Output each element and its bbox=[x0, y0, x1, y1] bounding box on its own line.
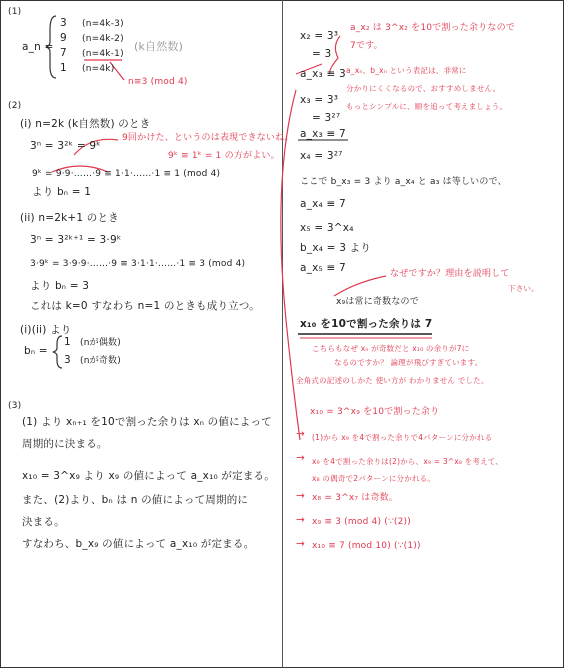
rc-line: x₃ = 3³ bbox=[300, 94, 339, 106]
q2-number: (2) bbox=[8, 101, 22, 111]
rc-line: x₄ = 3²⁷ bbox=[300, 150, 343, 162]
red-lead: こちらもなぜ xₙ が奇数だと x₁₀ の余りが7に bbox=[312, 344, 470, 353]
q1-k-note: (k自然数) bbox=[134, 40, 184, 53]
q1-case-cond: (n=4k-2) bbox=[82, 34, 124, 44]
red-arrow-glyph: → bbox=[296, 538, 305, 550]
red-solution: x₁₀ ≡ 7 (mod 10) (∵(1)) bbox=[312, 541, 421, 551]
q3-number: (3) bbox=[8, 401, 22, 411]
q3-line5: 決まる。 bbox=[22, 516, 65, 528]
red-comment-top: 分かりにくくなるので、おすすめしません。 bbox=[346, 84, 501, 93]
rc-line: a_x₃ ≡ 7 bbox=[300, 128, 346, 140]
q1-case-val: 1 bbox=[60, 62, 67, 74]
q2-red-comment2: 9ᵏ ≡ 1ᵏ = 1 の方がよい。 bbox=[168, 151, 280, 161]
rc-line: = 3²⁷ bbox=[312, 112, 341, 124]
q2-bn-case-cond: (nが偶数) bbox=[80, 338, 121, 348]
q1-number: (1) bbox=[8, 7, 22, 17]
red-solution: (1)から x₉ を4で割った余りで4パターンに分かれる bbox=[312, 433, 493, 442]
key-line: x₁₀ を10で割った余りは 7 bbox=[300, 318, 433, 330]
red-body: 全角式の記述のしかた 使い方が わかりません でした。 bbox=[296, 376, 489, 385]
red-comment-top: a_x₂ は 3^x₂ を10で割った余りなので bbox=[350, 23, 515, 33]
rc-line: a_x₃ ≡ 3 bbox=[300, 68, 346, 80]
red-why-2: 下さい。 bbox=[508, 284, 539, 293]
red-arrow-why bbox=[334, 276, 386, 296]
q2-i-line2: 9ᵏ = 9·9·……·9 ≡ 1·1·……·1 ≡ 1 (mod 4) bbox=[32, 169, 221, 179]
q2-i-head: (i) n=2k (k自然数) のとき bbox=[20, 118, 151, 130]
q1-case-val: 3 bbox=[60, 17, 67, 29]
red-comment-top: a_xₙ、b_xₙ という表記は、非常に bbox=[346, 66, 467, 75]
q3-line3: x₁₀ = 3^x₉ より x₉ の値によって a_x₁₀ が定まる。 bbox=[22, 470, 275, 482]
red-solution: x₉ ≡ 3 (mod 4) (∵(2)) bbox=[312, 517, 411, 527]
q2-ii-line3: より bₙ = 3 bbox=[30, 280, 90, 292]
red-arrow-glyph: → bbox=[296, 428, 305, 440]
q2-ii-line2: 3·9ᵏ = 3·9·9·……·9 ≡ 3·1·1·……·1 ≡ 3 (mod 4) bbox=[30, 259, 246, 269]
rc-line: = 3 bbox=[312, 48, 332, 60]
q2-bn-lhs: bₙ = bbox=[24, 345, 48, 357]
red-solution: x₁₀ = 3^x₉ を10で割った余り bbox=[310, 407, 440, 417]
q1-case-val: 9 bbox=[60, 32, 67, 44]
q2-i-line3: より bₙ = 1 bbox=[32, 186, 92, 198]
q1-case-cond: (n=4k-3) bbox=[82, 19, 124, 29]
rc-line: b_x₄ = 3 より bbox=[300, 242, 372, 254]
red-solution: x₈ = 3^x₇ は奇数。 bbox=[312, 493, 399, 503]
red-solution: x₉ を4で割った余りは(2)から、x₉ = 3^x₈ を考えて、 bbox=[312, 457, 504, 466]
q3-line1: (1) より xₙ₊₁ を10で割った余りは xₙ の値によって bbox=[22, 416, 272, 428]
q3-line2: 周期的に決まる。 bbox=[22, 438, 108, 450]
q2-bn-case-cond: (nが奇数) bbox=[80, 356, 121, 366]
always-odd: x₉は常に奇数なので bbox=[336, 297, 419, 307]
brace-bn bbox=[53, 336, 62, 368]
q1-case-cond: (n=4k-1) bbox=[82, 49, 124, 59]
q2-iii-head: (i)(ii) より bbox=[20, 324, 72, 336]
q2-ii-line1: 3ⁿ = 3²ᵏ⁺¹ = 3·9ᵏ bbox=[30, 234, 122, 246]
q1-case-cond: (n=4k) bbox=[82, 64, 115, 74]
q2-red-comment1: 9回かけた、というのは表現できないね。 bbox=[122, 133, 294, 143]
red-solution: x₈ の偶奇で2パターンに分かれる。 bbox=[312, 474, 436, 483]
rc-line: ここで b_x₃ = 3 より a_x₄ と a₃ は等しいので、 bbox=[300, 177, 507, 187]
red-why: なぜですか？理由を説明して bbox=[390, 269, 510, 279]
red-comment-top: 7です。 bbox=[350, 41, 383, 51]
red-comment-top: もっとシンプルに、順を追って考えましょう。 bbox=[346, 102, 508, 111]
q1-case-val: 7 bbox=[60, 47, 67, 59]
red-arrow-glyph: → bbox=[296, 514, 305, 526]
q1-lhs: a_n = bbox=[22, 41, 54, 53]
q2-ii-line4: これは k=0 すなわち n=1 のときも成り立つ。 bbox=[30, 300, 260, 312]
red-arrow-glyph: → bbox=[296, 452, 305, 464]
q2-bn-case-val: 1 bbox=[64, 336, 71, 348]
q2-bn-case-val: 3 bbox=[64, 354, 71, 366]
rc-line: x₅ = 3^x₄ bbox=[300, 222, 354, 234]
red-arrow-glyph: → bbox=[296, 490, 305, 502]
rc-line: a_x₅ ≡ 7 bbox=[300, 262, 346, 274]
red-lead: なるのですか？ 論理が飛びすぎています。 bbox=[334, 358, 483, 367]
q1-red-note: n≡3 (mod 4) bbox=[128, 77, 188, 87]
q3-line6: すなわち、b_x₉ の値によって a_x₁₀ が定まる。 bbox=[22, 538, 255, 550]
q2-ii-head: (ii) n=2k+1 のとき bbox=[20, 212, 119, 224]
q3-line4: また、(2)より、bₙ は n の値によって周期的に bbox=[22, 494, 249, 506]
rc-line: a_x₄ ≡ 7 bbox=[300, 198, 346, 210]
rc-line: x₂ = 3³ bbox=[300, 30, 339, 42]
q2-i-line1: 3ⁿ = 3²ᵏ = 9ᵏ bbox=[30, 140, 101, 152]
